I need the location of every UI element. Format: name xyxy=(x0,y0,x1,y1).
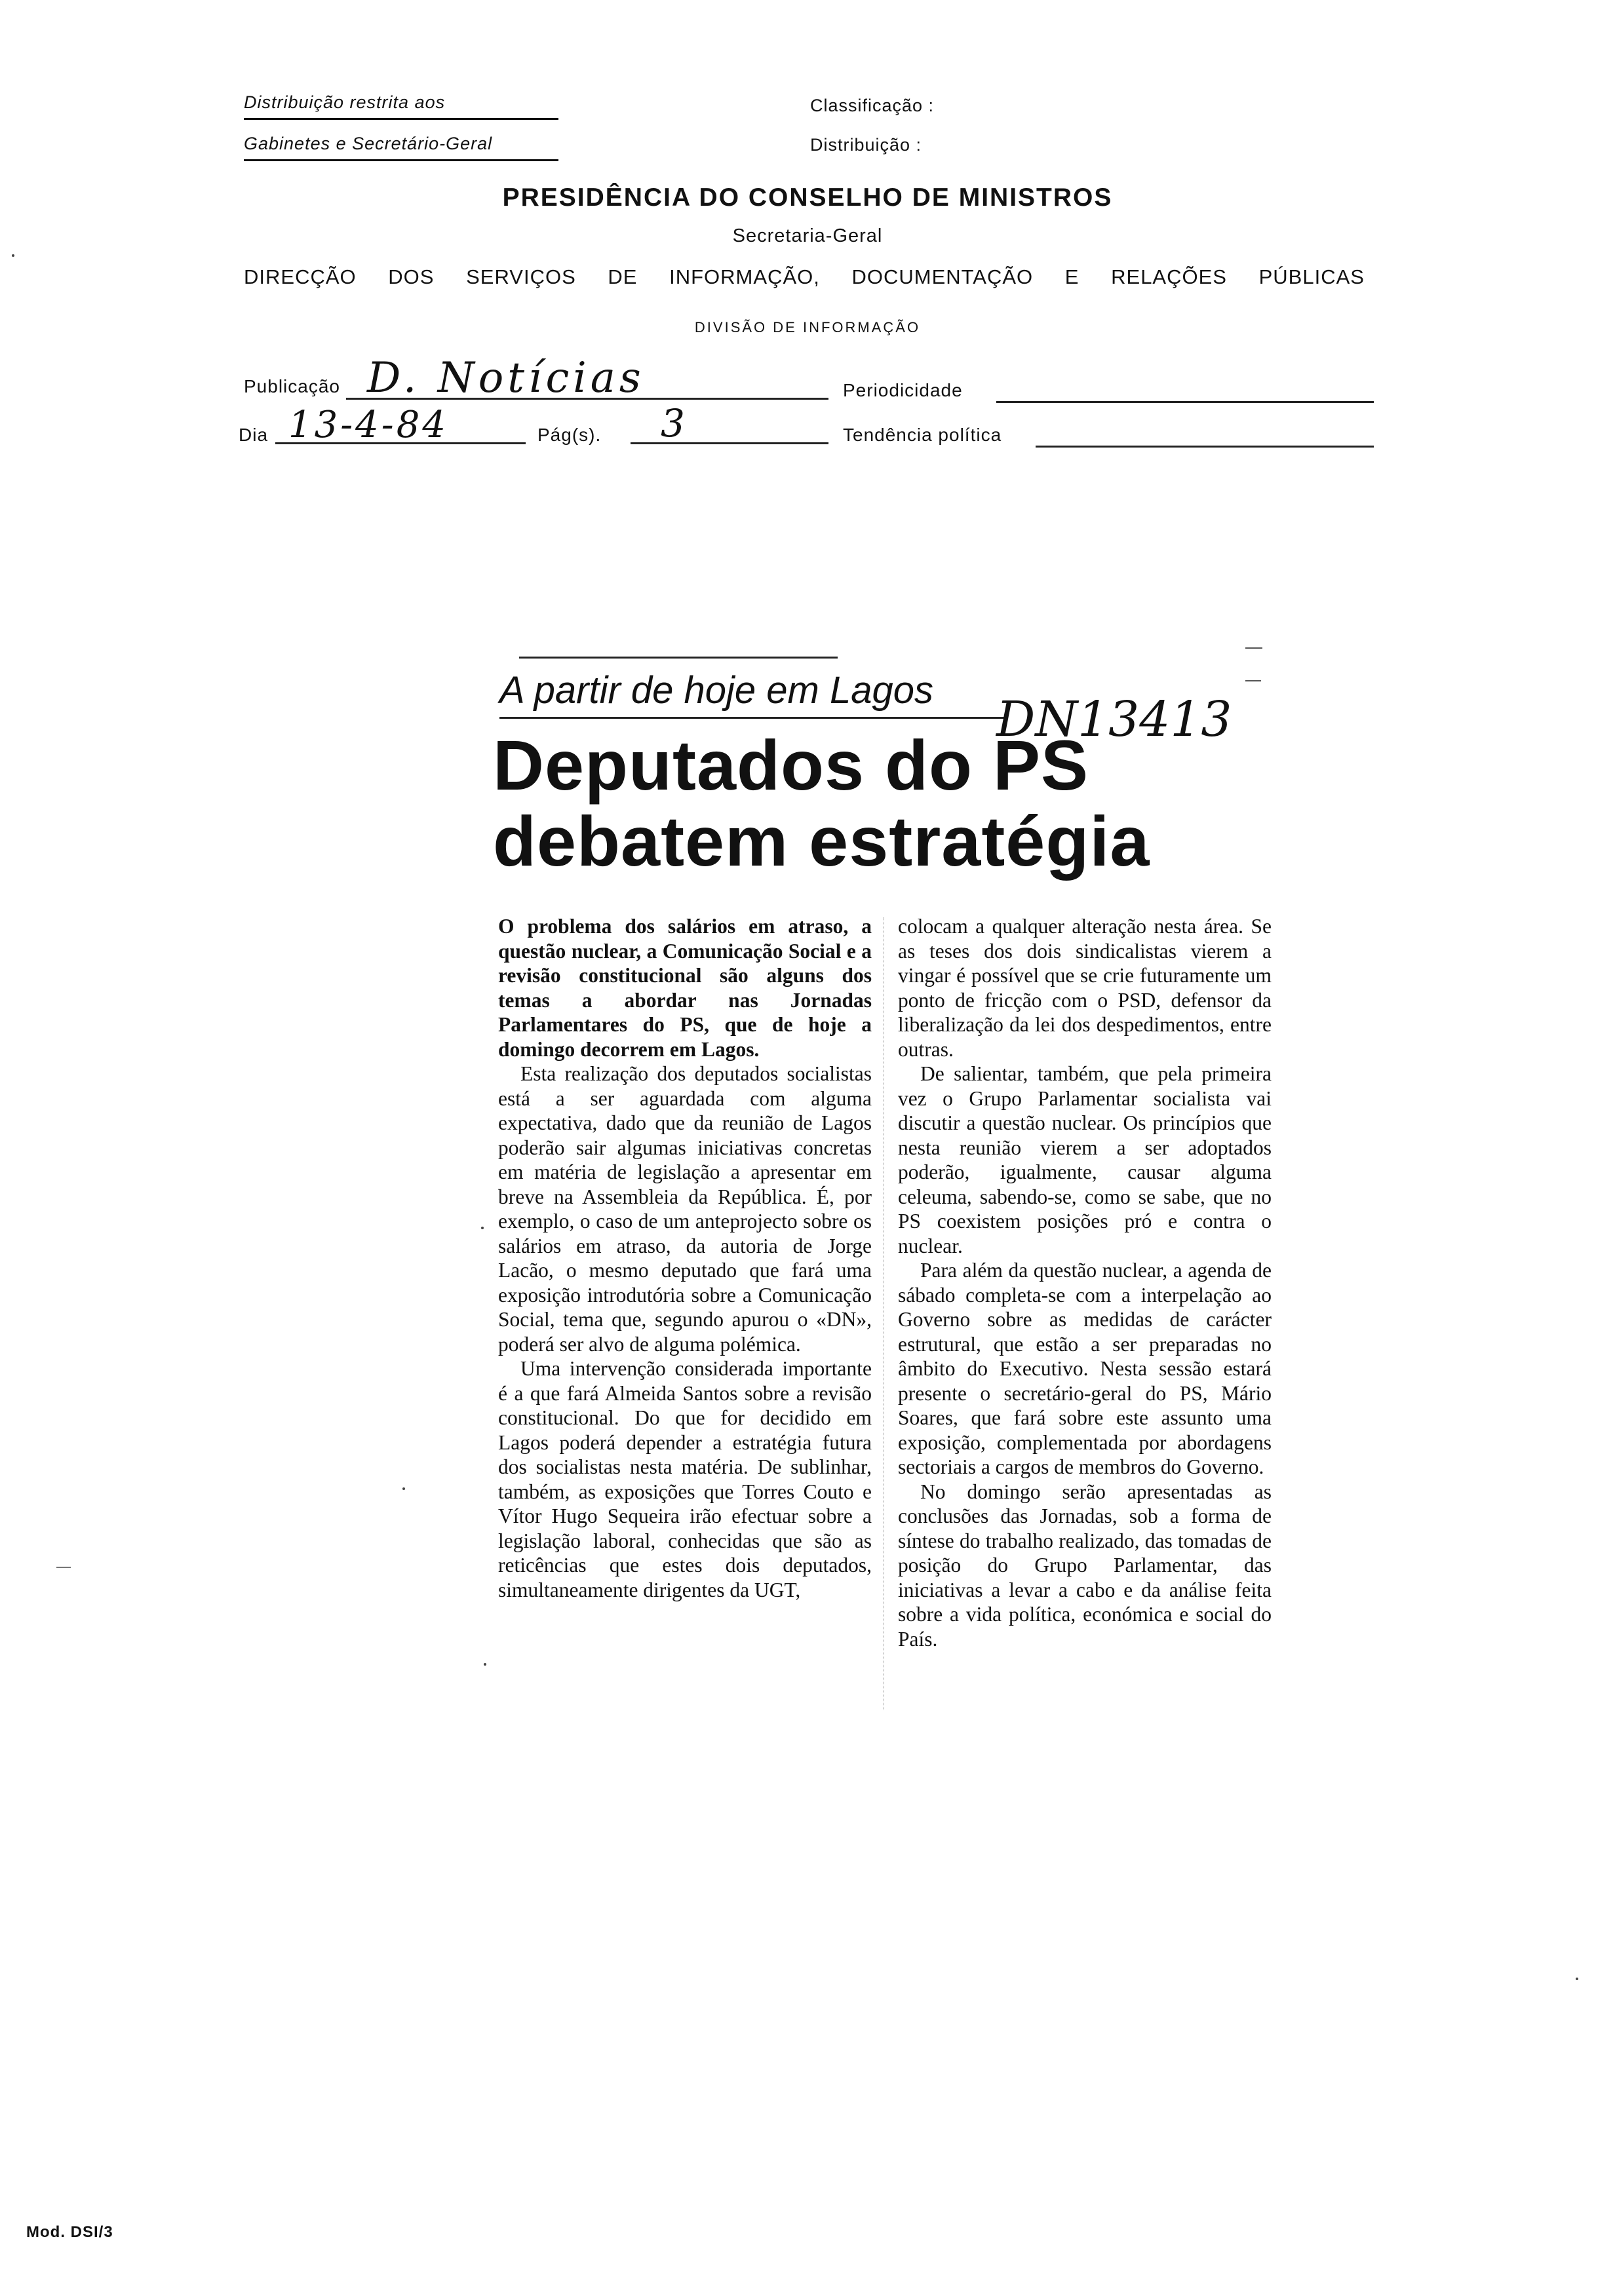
form-code: Mod. DSI/3 xyxy=(26,2223,113,2241)
division-title: DIVISÃO DE INFORMAÇÃO xyxy=(694,319,921,335)
periodicidade-label: Periodicidade xyxy=(843,380,963,400)
scan-mark xyxy=(56,1567,71,1568)
directorate xyxy=(244,265,1365,289)
directorate-word: INFORMAÇÃO, xyxy=(669,265,820,288)
dia-label: Dia xyxy=(239,425,269,445)
scan-speck xyxy=(12,254,14,257)
headline-line-2: debatem estratégia xyxy=(493,801,1150,881)
organization-title: PRESIDÊNCIA DO CONSELHO DE MINISTROS xyxy=(502,183,1113,212)
article-headline xyxy=(493,727,1279,879)
scan-speck xyxy=(402,1487,405,1490)
article-paragraph: Para além da questão nuclear, a agenda de sábado completa-se com a interpelação ao Governo sobre as medidas de carácter estrutural, que estão a ser preparadas no âmbito do Executivo. Nesta sessão estará presente o secretário-geral do PS, Mário Soares, que fará sobre este assunto uma exposição, complementada por abordagens sectoriais a cargos de membros do Governo. xyxy=(898,1259,1272,1478)
handwritten-stamp: DN13413 xyxy=(996,691,1232,748)
distribution-note-line1: Distribuição restrita aos xyxy=(244,92,446,112)
headline-line-1: Deputados do PS xyxy=(493,725,1089,805)
scan-speck xyxy=(481,1227,484,1229)
article-lead: O problema dos salários em atraso, a questão nuclear, a Comunicação Social e a revisão constitucional são alguns dos temas a abordar nas Jornadas Parlamentares do PS, que de hoje a domingo decorrem em Lagos. xyxy=(498,915,872,1061)
article-paragraph: De salientar, também, que pela primeira vez o Grupo Parlamentar socialista vai discutir a questão nuclear. Os princípios que nesta reunião vierem a ser adoptados poderão, igualmente, causar alguma celeuma, sabendo-se, como se sabe, que no PS coexistem posições pró e contra o nuclear. xyxy=(898,1062,1272,1257)
article-column-2 xyxy=(898,914,1272,1651)
directorate-word: DIRECÇÃO xyxy=(244,265,357,288)
kicker-underline xyxy=(499,717,1004,719)
clipping-mark xyxy=(1245,647,1262,649)
distribution-note-line2: Gabinetes e Secretário-Geral xyxy=(244,134,493,153)
directorate-word: DOS xyxy=(388,265,435,288)
kicker-rule xyxy=(519,657,838,659)
directorate-word: DOCUMENTAÇÃO xyxy=(851,265,1034,288)
secretariat: Secretaria-Geral xyxy=(732,225,883,246)
dia-value: 13-4-84 xyxy=(288,404,448,446)
article-paragraph: colocam a qualquer alteração nesta área. Se as teses dos dois sindicalistas vierem a vingar é possível que se crie futuramente um ponto de fricção com o PSD, defensor da liberalização da lei dos despedimentos, entre outras. xyxy=(898,915,1272,1061)
directorate-word: RELAÇÕES xyxy=(1111,265,1227,288)
scan-speck xyxy=(484,1663,486,1666)
scan-speck xyxy=(1576,1978,1578,1980)
classificacao-label: Classificação : xyxy=(810,96,935,115)
article-column-1 xyxy=(498,914,872,1602)
directorate-word: DE xyxy=(608,265,638,288)
pags-label: Pág(s). xyxy=(537,425,602,445)
article-paragraph: Uma intervenção considerada importante é a que fará Almeida Santos sobre a revisão constitucional. Do que for decidido em Lagos poderá depender a estratégia futura dos socialistas nesta matéria. De sublinhar, também, as exposições que Torres Couto e Vítor Hugo Sequeira irão efectuar sobre a legislação laboral, conhecidas que são as reticências que estes dois deputados, simultaneamente dirigentes da UGT, xyxy=(498,1357,872,1601)
tendencia-label: Tendência política xyxy=(843,425,1002,445)
divider xyxy=(244,159,558,161)
distribuicao-label: Distribuição : xyxy=(810,135,922,155)
publicacao-label: Publicação xyxy=(244,376,340,396)
article-kicker: A partir de hoje em Lagos xyxy=(499,669,934,712)
dia-line xyxy=(275,442,526,444)
directorate-word: SERVIÇOS xyxy=(466,265,576,288)
directorate-word: E xyxy=(1064,265,1080,288)
pags-value: 3 xyxy=(661,401,685,446)
pags-line xyxy=(631,442,828,444)
periodicidade-line xyxy=(996,401,1374,403)
clipping-mark xyxy=(1245,680,1261,681)
article-paragraph: No domingo serão apresentadas as conclusões das Jornadas, sob a forma de síntese do trabalho realizado, das tomadas de posição do Grupo Parlamentar, das iniciativas a levar a cabo e da análise feita sobre a vida política, económica e social do País. xyxy=(898,1480,1272,1651)
publicacao-value: D. Notícias xyxy=(367,354,645,402)
divider xyxy=(244,118,558,120)
article-paragraph: Esta realização dos deputados socialistas está a ser aguardada com alguma expectativa, dado que da reunião de Lagos poderão sair algumas iniciativas concretas em matéria de legislação a apresentar em breve na Assembleia da República. É, por exemplo, o caso de um anteprojecto sobre os salários em atraso, da autoria de Jorge Lacão, o mesmo deputado que fará uma exposição introdutória sobre a Comunicação Social, tema que, segundo apurou o «DN», poderá ser alvo de alguma polémica. xyxy=(498,1062,872,1356)
tendencia-line xyxy=(1036,446,1374,448)
directorate-word: PÚBLICAS xyxy=(1258,265,1365,288)
publicacao-line xyxy=(346,398,828,400)
